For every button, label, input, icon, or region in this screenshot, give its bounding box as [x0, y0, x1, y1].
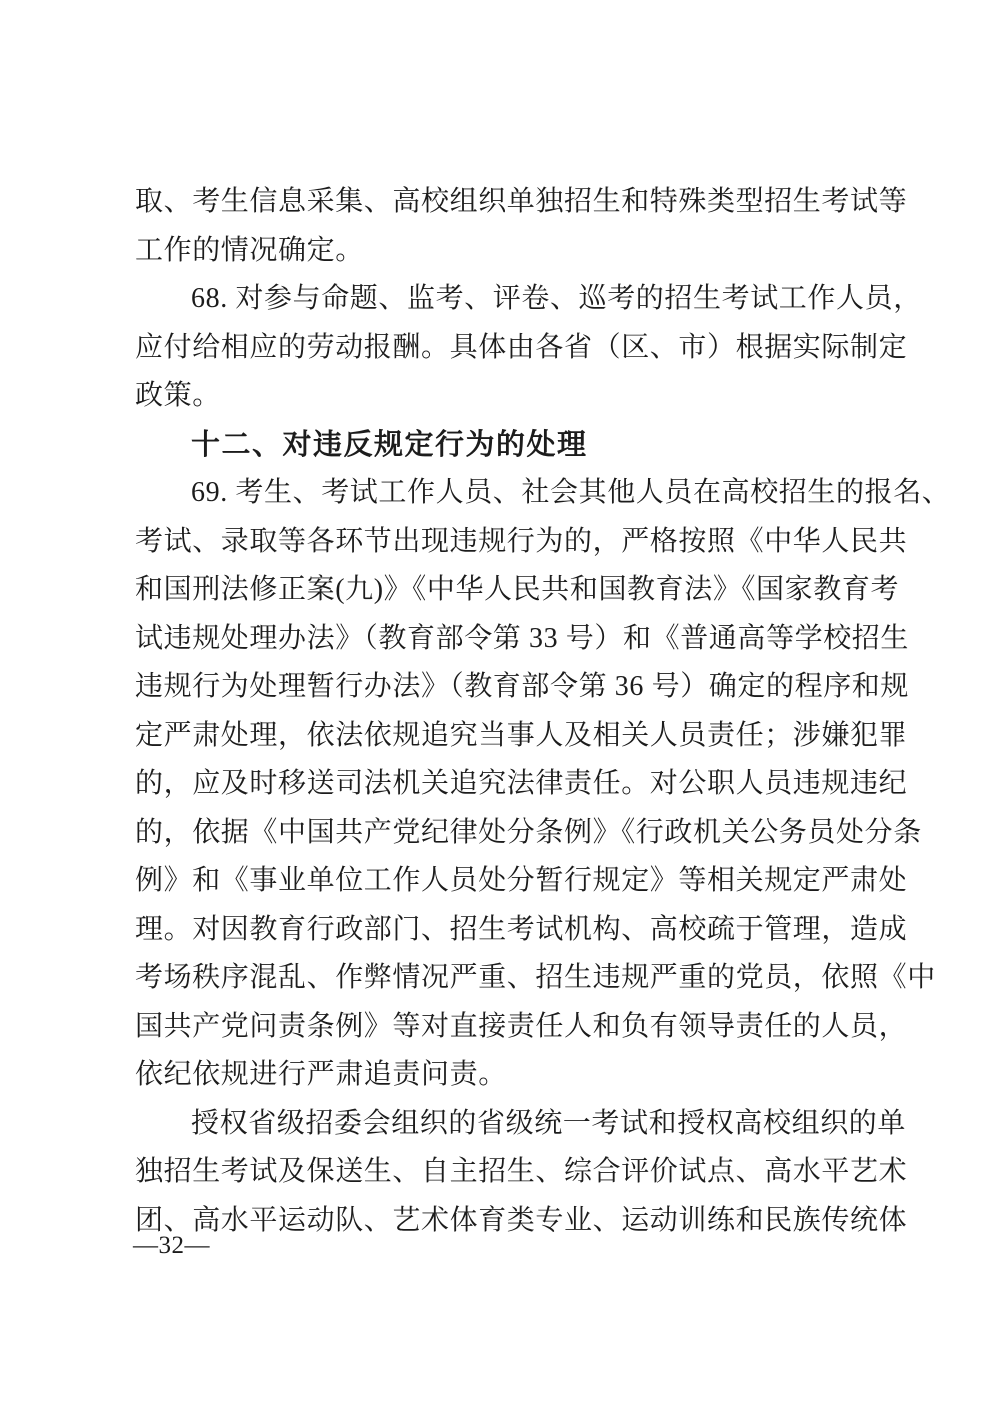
text-line: 定严肃处理，依法依规追究当事人及相关人员责任；涉嫌犯罪	[135, 719, 908, 751]
text-line: 69. 考生、考试工作人员、社会其他人员在高校招生的报名、	[191, 477, 951, 508]
text-line: 工作的情况确定。	[135, 234, 364, 266]
text-line: 政策。	[135, 380, 221, 411]
text-line: 的，应及时移送司法机关追究法律责任。对公职人员违规违纪	[135, 768, 908, 799]
section-heading: 十二、对违反规定行为的处理	[191, 428, 588, 461]
page-number: —32—	[133, 1232, 210, 1259]
text-line: 试违规处理办法》（教育部令第 33 号）和《普通高等学校招生	[135, 622, 910, 654]
text-line: 授权省级招委会组织的省级统一考试和授权高校组织的单	[191, 1107, 907, 1139]
text-line: 取、考生信息采集、高校组织单独招生和特殊类型招生考试等	[135, 186, 908, 217]
text-line: 和国刑法修正案(九)》《中华人民共和国教育法》《国家教育考	[135, 574, 900, 605]
text-line: 考场秩序混乱、作弊情况严重、招生违规严重的党员，依照《中	[135, 962, 936, 993]
text-line: 68. 对参与命题、监考、评卷、巡考的招生考试工作人员，	[191, 283, 922, 314]
text-line: 独招生考试及保送生、自主招生、综合评价试点、高水平艺术	[135, 1156, 908, 1187]
text-line: 依纪依规进行严肃追责问责。	[135, 1059, 507, 1090]
text-line: 应付给相应的劳动报酬。具体由各省（区、市）根据实际制定	[135, 331, 908, 363]
text-line: 的，依据《中国共产党纪律处分条例》《行政机关公务员处分条	[135, 816, 922, 848]
document-body	[135, 178, 951, 1245]
text-line: 考试、录取等各环节出现违规行为的，严格按照《中华人民共	[135, 525, 908, 557]
text-line: 例》和《事业单位工作人员处分暂行规定》等相关规定严肃处	[135, 865, 908, 896]
text-line: 违规行为处理暂行办法》（教育部令第 36 号）确定的程序和规	[135, 671, 910, 702]
text-line: 国共产党问责条例》等对直接责任人和负有领导责任的人员，	[135, 1010, 908, 1042]
text-line: 团、高水平运动队、艺术体育类专业、运动训练和民族传统体	[135, 1204, 908, 1236]
text-line: 理。对因教育行政部门、招生考试机构、高校疏于管理，造成	[135, 913, 908, 945]
